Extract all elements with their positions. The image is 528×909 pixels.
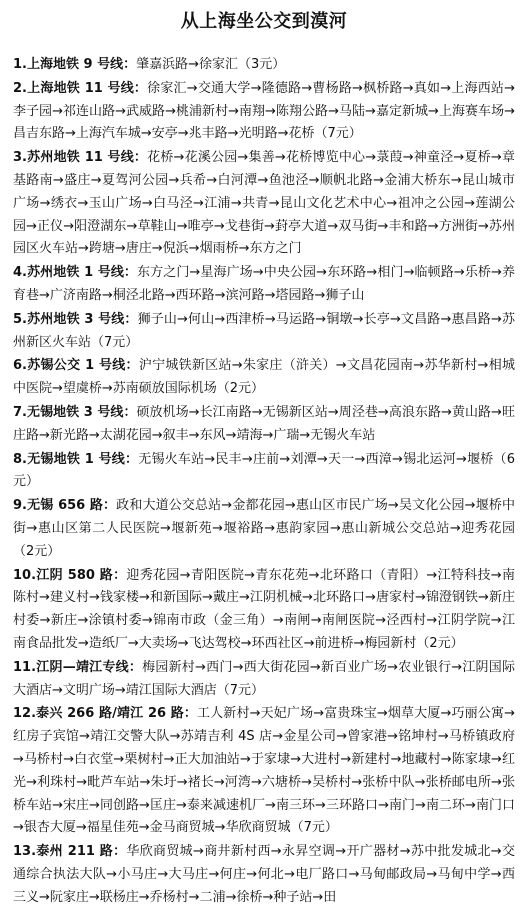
route-stops: 硕放机场→长江南路→无锡新区站→周泾巷→高浪东路→黄山路→旺庄路→新光路→太湖花园→叙丰→东风→靖海→广瑞→无锡火车站 [13,404,515,443]
route-stops: 工人新村→天妃广场→富贵珠宝→烟草大厦→巧丽公寓→红房子宾馆→靖江交警大队→苏靖吉利 4S 店→金星公司→曾家港→铭坤村→马桥镇政府→马桥村→白衣堂→栗树村→正大加油站→于家埭→大进村→新建村→地藏村→陈家埭→红光→利珠村→毗芦车站→朱圩→褚长→河湾→六塘桥→吴桥村→张桥中队→张桥邮电所→张桥车站→宋庄→同创路→匡庄→泰来减速机厂→南三环→三环路口→南门→南二环→南门口→银杏大厦→福星佳苑→金马商贸城→华欣商贸城（7元） [13,706,515,836]
route-stops: 花桥→花溪公园→集善→花桥博览中心→菉葭→神童泾→夏桥→章基路南→盛庄→夏驾河公园→兵希→白河潭→鱼池泾→顺帆北路→金浦大桥东→昆山城市广场→绣衣→玉山广场→白马泾→江浦→共青→昆山文化艺术中心→祖冲之公园→莲湖公园→正仪→阳澄湖东→草鞋山→唯亭→戈巷街→葑亭大道→双马街→丰和路→方洲街→苏州园区火车站→跨塘→唐庄→倪浜→烟雨桥→东方之门 [13,150,515,257]
route-stops: 迎秀花园→青阳医院→青东花苑→北环路口（青阳）→江特科技→南陈村→建义村→钱家楼→和新国际→戴庄→江阴机械→北环路口→唐家村→锦澄钢铁→新庄村委→新庄→涂镇村委→锦南市政（金三角）→南闸→南闸医院→泾西村→江阴学院→江南食品批发→造纸厂→大卖场→飞达驾校→环西社区→前进桥→梅园新村（2元） [13,567,515,651]
route-label: 6.苏锡公交 1 号线： [13,358,139,374]
route-stops: 肇嘉浜路→徐家汇（3元） [136,57,286,72]
route-entry [13,495,515,563]
route-stops: 徐家汇→交通大学→隆德路→曹杨路→枫桥路→真如→上海西站→李子园→祁连山路→武威路→桃浦新村→南翔→陈翔公路→马陆→嘉定新城→上海赛车场→昌吉东路→上海汽车城→安亭→兆丰路→光明路→花桥（7元） [13,80,515,142]
route-label: 12.泰兴 266 路/靖江 26 路： [13,706,198,722]
route-list [13,54,516,905]
page-title: 从上海坐公交到漠河 [180,11,348,32]
route-entry [13,565,515,656]
route-label: 4.苏州地铁 1 号线： [13,265,138,281]
route-stops: 政和大道公交总站→金都花园→惠山区市民广场→吴文化公园→堰桥中街→惠山区第二人民医院→堰新苑→堰裕路→惠韵家园→惠山新城公交总站→迎秀花园（2元） [13,498,515,559]
route-stops: 华欣商贸城→商井新村西→永昇空调→开广器材→苏中批发城北→交通综合执法大队→小马庄→大马庄→何庄→何北→电厂路口→马甸邮政局→马甸中学→西三义→阮家庄→联杨庄→乔杨村→二浦→徐桥→种子站→田 [13,844,515,905]
route-label: 9.无锡 656 路： [13,498,117,514]
route-label: 11.江阴—靖江专线： [13,659,143,675]
route-entry [13,147,515,261]
route-entry [13,262,515,308]
route-stops: 东方之门→星海广场→中央公园→东环路→相门→临顿路→乐桥→养育巷→广济南路→桐泾北路→西环路→滨河路→塔园路→狮子山 [13,265,515,303]
route-entry [13,355,515,401]
route-label: 8.无锡地铁 1 号线： [13,451,139,467]
route-label: 2.上海地铁 11 号线： [13,80,148,96]
route-stops: 狮子山→何山→西津桥→马运路→铜墩→长亭→文昌路→惠昌路→苏州新区火车站（7元） [13,311,515,350]
route-entry [13,703,515,840]
route-label: 10.江阴 580 路： [13,567,127,583]
route-stops: 梅园新村→西门→西大街花园→新百业广场→农业银行→江阴国际大酒店→文明广场→靖江国际大酒店（7元） [13,659,516,698]
route-stops: 沪宁城铁新区站→朱家庄（浒关）→文昌花园南→苏华新村→相城中医院→望虞桥→苏南硕放国际机场（2元） [13,358,515,397]
route-label: 5.苏州地铁 3 号线： [13,311,138,327]
route-label: 13.泰州 211 路： [13,844,127,860]
route-entry [13,78,515,146]
route-entry [13,402,515,448]
route-entry [13,449,515,495]
route-label: 3.苏州地铁 11 号线： [13,150,148,166]
route-label: 7.无锡地铁 3 号线： [13,404,137,420]
route-stops: 无锡火车站→民丰→庄前→刘潭→天一→西漳→锡北运河→堰桥（6元） [13,451,515,490]
route-entry [13,309,515,355]
route-entry [13,841,515,905]
route-entry [13,657,515,703]
route-label: 1.上海地铁 9 号线： [13,57,137,72]
route-entry [13,54,515,77]
